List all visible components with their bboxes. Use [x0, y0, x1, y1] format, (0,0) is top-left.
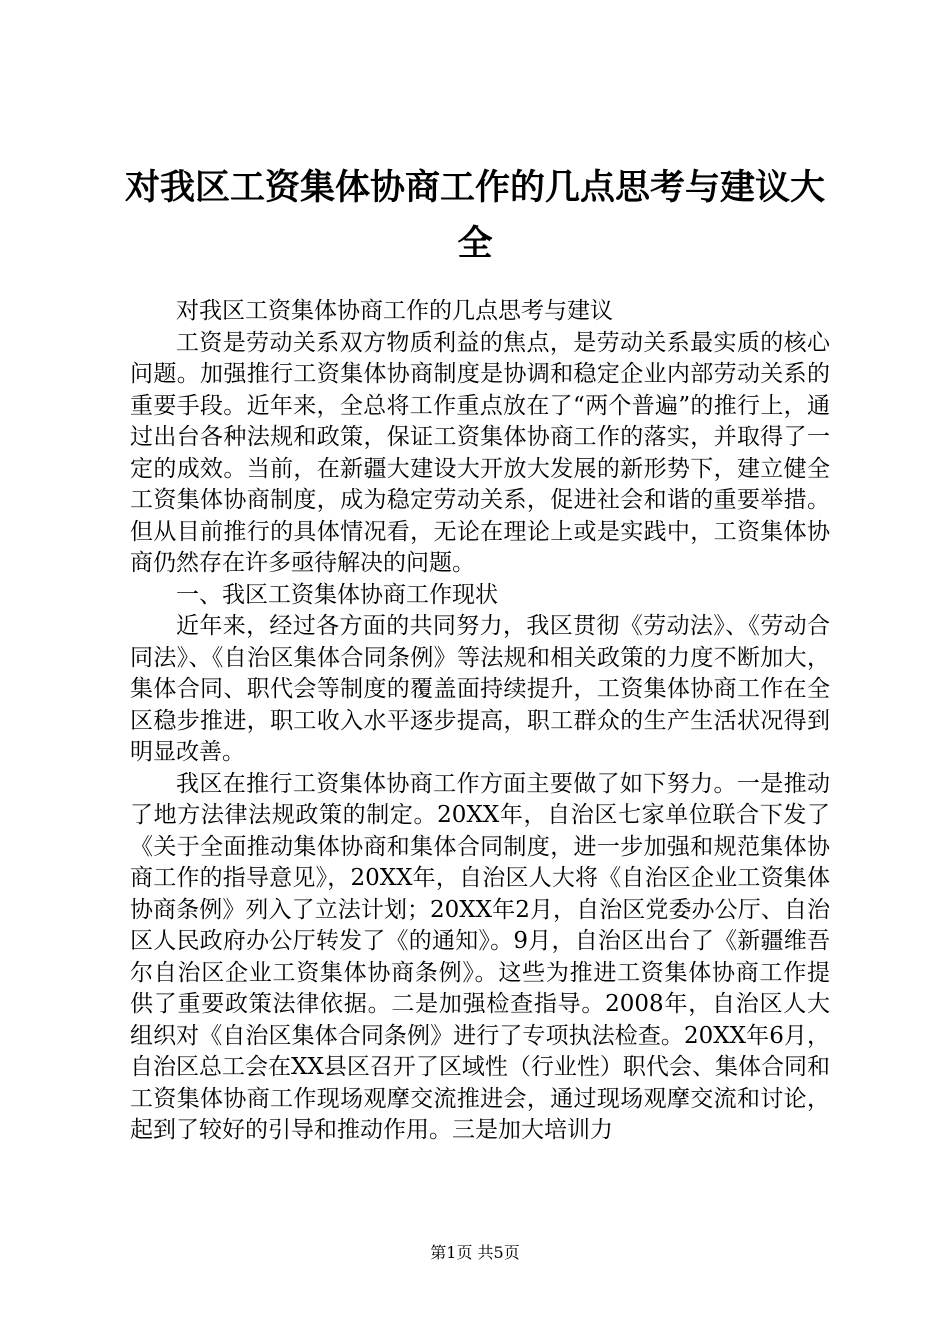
document-body — [130, 296, 830, 1147]
paragraph-efforts: 我区在推行工资集体协商工作方面主要做了如下努力。一是推动了地方法律法规政策的制定。20XX年，自治区七家单位联合下发了《关于全面推动集体协商和集体合同制度，进一步加强和规范集体协商工作的指导意见》，20XX年，自治区人大将《自治区企业工资集体协商条例》列入了立法计划；20XX年2月，自治区党委办公厅、自治区人民政府办公厅转发了《的通知》。9月，自治区出台了《新疆维吾尔自治区企业工资集体协商条例》。这些为推进工资集体协商工作提供了重要政策法律依据。二是加强检查指导。2008年，自治区人大组织对《自治区集体合同条例》进行了专项执法检查。20XX年6月，自治区总工会在XX县区召开了区域性（行业性）职代会、集体合同和工资集体协商工作现场观摩交流推进会，通过现场观摩交流和讨论，起到了较好的引导和推动作用。三是加大培训力 — [130, 770, 830, 1143]
paragraph-intro: 工资是劳动关系双方物质利益的焦点，是劳动关系最实质的核心问题。加强推行工资集体协商制度是协调和稳定企业内部劳动关系的重要手段。近年来，全总将工作重点放在了“两个普遍”的推行上，通过出台各种法规和政策，保证工资集体协商工作的落实，并取得了一定的成效。当前，在新疆大建设大开放大发展的新形势下，建立健全工资集体协商制度，成为稳定劳动关系，促进社会和谐的重要举措。但从目前推行的具体情况看，无论在理论上或是实践中，工资集体协商仍然存在许多亟待解决的问题。 — [130, 329, 830, 576]
paragraph-subtitle: 对我区工资集体协商工作的几点思考与建议 — [176, 298, 613, 324]
section-heading: 一、我区工资集体协商工作现状 — [176, 581, 498, 608]
page-footer: 第1页 共5页 — [430, 1243, 520, 1262]
document-title: 对我区工资集体协商工作的几点思考与建议大全 — [124, 167, 825, 264]
paragraph-status: 近年来，经过各方面的共同努力，我区贯彻《劳动法》、《劳动合同法》、《自治区集体合同条例》等法规和相关政策的力度不断加大，集体合同、职代会等制度的覆盖面持续提升，工资集体协商工作在全区稳步推进，职工收入水平逐步提高，职工群众的生产生活状况得到明显改善。 — [130, 613, 830, 765]
